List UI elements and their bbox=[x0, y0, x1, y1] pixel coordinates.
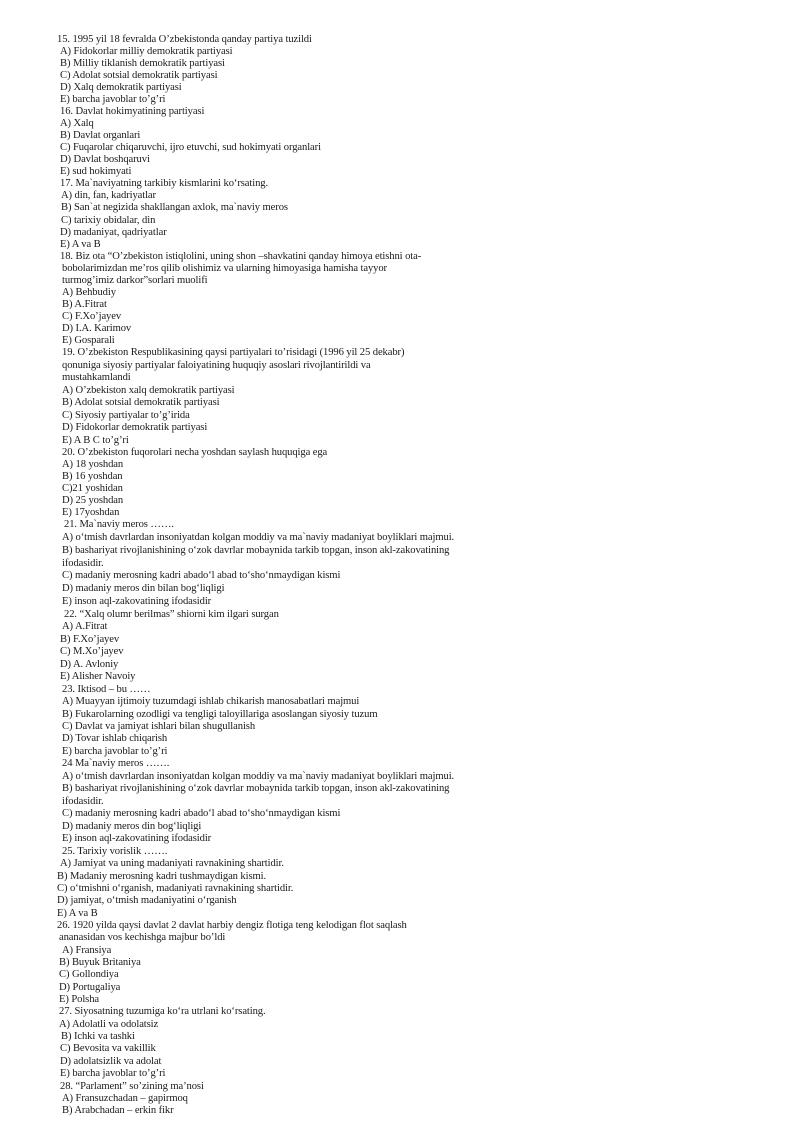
text-line: B) Buyuk Britaniya bbox=[59, 957, 141, 968]
text-line: B) Fukarolarning ozodligi va tengligi taloyillariga asoslangan siyosiy tuzum bbox=[62, 708, 378, 720]
text-line: C) Adolat sotsial demokratik partiyasi bbox=[60, 70, 218, 81]
text-line: A) Fransuzchadan – gapirmoq bbox=[62, 1092, 188, 1104]
text-line: B) F.Xo’jayev bbox=[60, 633, 120, 645]
text-line: D) madaniy meros din bilan bog‘liqligi bbox=[62, 583, 225, 595]
text-line: A) A.Fitrat bbox=[62, 621, 108, 633]
text-line: B) 16 yoshdan bbox=[62, 471, 123, 483]
text-line: A) 18 yoshdan bbox=[62, 459, 124, 471]
text-line: 18. Biz ota “O’zbekiston istiqlolini, uning shon –shavkatini qanday himoya etishni ota- bbox=[60, 251, 422, 263]
text-line: B) bashariyat rivojlanishining o‘zok davrlar mobaynida tarkib topgan, inson akl-zakovatining bbox=[62, 544, 450, 556]
text-line: E) A B C to’g’ri bbox=[62, 434, 129, 446]
text-line: A) Xalq bbox=[60, 118, 94, 129]
text-line: B) Ichki va tashki bbox=[61, 1031, 135, 1042]
text-line: E) A va B bbox=[60, 239, 101, 250]
text-line: C) M.Xo’jayev bbox=[60, 646, 124, 658]
text-line: B) Madaniy merosning kadri tushmaydigan kismi. bbox=[57, 870, 267, 882]
text-line: D) jamiyat, o‘tmish madaniyatini o‘rganish bbox=[57, 895, 237, 907]
text-line: B) bashariyat rivojlanishining o‘zok davrlar mobaynida tarkib topgan, inson akl-zakovatining bbox=[62, 783, 450, 795]
text-line: 25. Tarixiy vorislik ……. bbox=[62, 845, 168, 857]
text-line: 26. 1920 yilda qaysi davlat 2 davlat harbiy dengiz flotiga teng kelodigan flot saqlash bbox=[57, 920, 407, 932]
text-line: D) Davlat boshqaruvi bbox=[60, 154, 150, 165]
text-line: B) A.Fitrat bbox=[62, 299, 107, 311]
text-line: A) Adolatli va odolatsiz bbox=[59, 1018, 159, 1030]
text-line: A) Jamiyat va uning madaniyati ravnakining shartidir. bbox=[60, 858, 284, 870]
text-line: A) din, fan, kadriyatlar bbox=[61, 190, 156, 202]
text-line: C) Gollondiya bbox=[59, 969, 119, 981]
text-line: E) Gosparali bbox=[62, 335, 115, 347]
text-line: D) Xalq demokratik partiyasi bbox=[60, 82, 182, 93]
text-line: D) Tovar ishlab chiqarish bbox=[62, 733, 168, 745]
text-line: A) Fransiya bbox=[62, 944, 112, 956]
text-line: C) madaniy merosning kadri abado‘l abad to‘sho‘nmaydigan kismi bbox=[62, 570, 341, 582]
text-line: D) Portugaliya bbox=[59, 981, 121, 993]
text-line: C) Siyosiy partiyalar to’g’irida bbox=[62, 409, 190, 421]
text-line: ifodasidir. bbox=[62, 557, 104, 569]
text-line: 28. “Parlament” so’zining ma’nosi bbox=[60, 1080, 204, 1092]
text-line: B) Arabchadan – erkin fikr bbox=[62, 1105, 174, 1117]
text-line: E) Alisher Navoiy bbox=[60, 671, 136, 683]
text-line: 24 Ma`naviy meros ……. bbox=[62, 758, 170, 770]
text-line: B) Milliy tiklanish demokratik partiyasi bbox=[60, 58, 225, 69]
text-line: D) A. Avloniy bbox=[60, 658, 119, 670]
text-line: E) A va B bbox=[57, 907, 98, 919]
text-line: B) Davlat organlari bbox=[60, 130, 141, 141]
text-line: 22. “Xalq olumr berilmas” shiorni kim ilgari surgan bbox=[64, 608, 279, 620]
text-line: E) inson aql-zakovatining ifodasidir bbox=[62, 596, 212, 607]
text-line: A) o‘tmish davrlardan insoniyatdan kolgan moddiy va ma`naviy madaniyat boyliklari majmui. bbox=[62, 770, 455, 782]
text-line: E) Polsha bbox=[59, 993, 100, 1005]
text-line: D) adolatsizlik va adolat bbox=[60, 1055, 162, 1067]
text-line: D) I.A. Karimov bbox=[62, 323, 132, 335]
text-line: C)21 yoshidan bbox=[62, 483, 123, 495]
text-line: A) Fidokorlar milliy demokratik partiyasi bbox=[60, 46, 233, 57]
text-line: E) barcha javoblar to’g’ri bbox=[60, 94, 166, 105]
text-line: mustahkamlandi bbox=[62, 372, 131, 384]
text-line: turmog’imiz darkor”sorlari muolifi bbox=[62, 275, 208, 287]
text-line: C) madaniy merosning kadri abado‘l abad to‘sho‘nmaydigan kismi bbox=[62, 808, 341, 820]
text-line: D) madaniy meros din bog‘liqligi bbox=[62, 820, 202, 832]
text-line: 20. O’zbekiston fuqorolari necha yoshdan saylash huquqiga ega bbox=[62, 447, 328, 459]
text-line: C) Bevosita va vakillik bbox=[60, 1043, 156, 1055]
text-line: A) Behbudiy bbox=[62, 287, 116, 299]
text-line: C) Davlat va jamiyat ishlari bilan shugullanish bbox=[62, 721, 256, 732]
text-line: B) San`at negizida shakllangan axlok, ma`naviy meros bbox=[61, 202, 288, 214]
text-line: E) barcha javoblar to’g’ri bbox=[62, 745, 168, 757]
text-line: 17. Ma`naviyatning tarkibiy kismlarini ko‘rsating. bbox=[60, 178, 269, 189]
text-line: qonuniga siyosiy partiyalar faloiyatining huquqiy asoslari rivojlantirildi va bbox=[62, 359, 371, 371]
text-line: C) F.Xo’jayev bbox=[62, 311, 122, 323]
text-line: ananasidan vos kechishga majbur bo’ldi bbox=[59, 932, 226, 944]
text-line: E) 17yoshdan bbox=[62, 507, 120, 519]
text-line: 19. O’zbekiston Respublikasining qaysi partiyalari to’risidagi (1996 yil 25 dekabr) bbox=[62, 347, 405, 359]
text-line: E) inson aql-zakovatining ifodasidir bbox=[62, 833, 212, 845]
text-line: C) tarixiy obidalar, din bbox=[61, 214, 156, 226]
text-line: 16. Davlat hokimyatining partiyasi bbox=[60, 106, 205, 117]
text-line: E) sud hokimyati bbox=[60, 166, 132, 177]
text-line: D) 25 yoshdan bbox=[62, 495, 124, 507]
text-line: 27. Siyosatning tuzumiga ko‘ra utrlani ko‘rsating. bbox=[59, 1006, 266, 1018]
text-line: A) Muayyan ijtimoiy tuzumdagi ishlab chikarish manosabatlari majmui bbox=[62, 696, 360, 708]
text-line: ifodasidir. bbox=[62, 795, 104, 807]
text-line: A) O’zbekiston xalq demokratik partiyasi bbox=[62, 384, 235, 396]
text-line: 15. 1995 yil 18 fevralda O’zbekistonda qanday partiya tuzildi bbox=[57, 34, 312, 45]
text-line: C) o‘tmishni o‘rganish, madaniyati ravnakining shartidir. bbox=[57, 882, 294, 894]
text-line: D) madaniyat, qadriyatlar bbox=[60, 226, 167, 238]
text-line: 21. Ma`naviy meros ……. bbox=[64, 519, 174, 531]
text-line: C) Fuqarolar chiqaruvchi, ijro etuvchi, sud hokimyati organlari bbox=[60, 142, 321, 153]
text-line: D) Fidokorlar demokratik partiyasi bbox=[62, 422, 208, 434]
text-line: A) o‘tmish davrlardan insoniyatdan kolgan moddiy va ma`naviy madaniyat boyliklari majmui. bbox=[62, 532, 455, 543]
text-line: E) barcha javoblar to’g’ri bbox=[60, 1068, 166, 1080]
text-line: B) Adolat sotsial demokratik partiyasi bbox=[62, 397, 220, 409]
text-line: bobolarimizdan me’ros qilib olishimiz va ularning himoyasiga hamisha tayyor bbox=[62, 263, 387, 275]
text-line: 23. Iktisod – bu …… bbox=[62, 683, 151, 695]
